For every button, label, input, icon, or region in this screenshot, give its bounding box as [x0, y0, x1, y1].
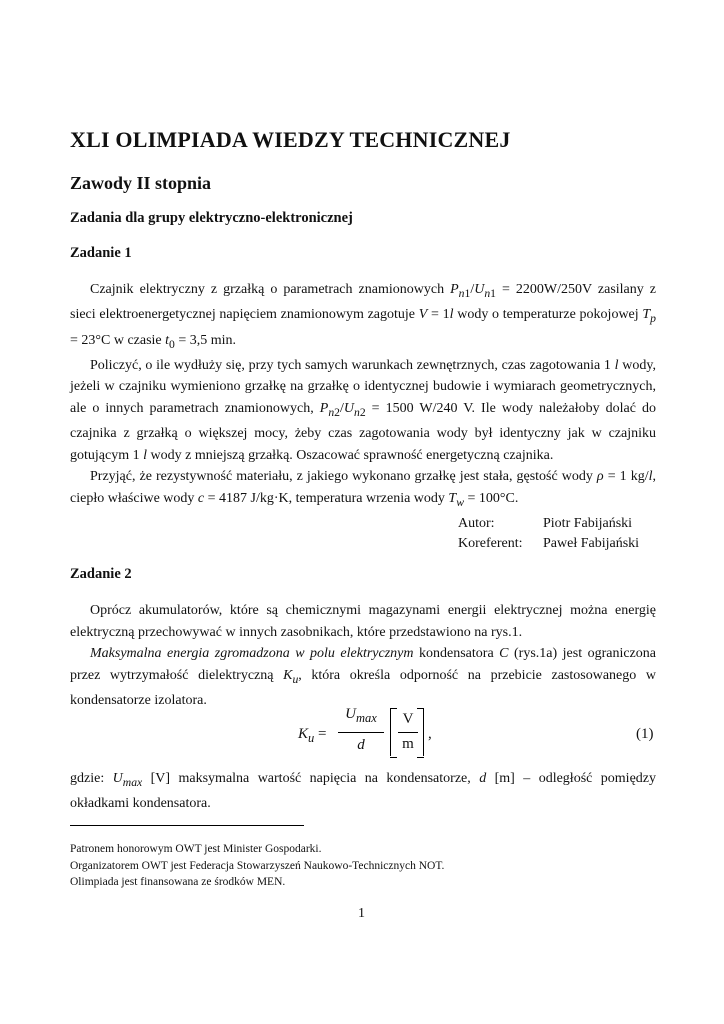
coreferent-label: Koreferent: — [458, 536, 523, 551]
task1-paragraph-1: Czajnik elektryczny z grzałką o parametrach znamionowych $P_{n1}/U_{n1} = 2200W/250V$ zasilany z sieci elektroenergetycznej napięciem znamionowym zagotuje V = 1l wody o temperaturze pokojowej $T_p = 23^\circ C$ w czasie $t_0 = 3,5$ min. — [70, 282, 656, 351]
document-title: XLI OLIMPIADA WIEDZY TECHNICZNEJ — [70, 127, 511, 152]
footnote-1: Patronem honorowym OWT jest Minister Gospodarki. — [70, 843, 322, 855]
formula-number: (1) — [636, 726, 654, 742]
formula-1 — [298, 706, 438, 762]
task2-continuation — [70, 768, 656, 815]
task2-paragraph-1: Oprócz akumulatorów, które są chemicznymi magazynami energii elektrycznej można energię elektryczną przechowywać w innych zasobnikach, które przedstawiono na rys.1. — [70, 603, 656, 640]
task1-paragraph-3: Przyjąć, że rezystywność materiału, z jakiego wykonano grzałkę jest stała, gęstość wody ρ = 1 kg/l, ciepło właściwe wody c = 4187 J/kg·K, temperatura wrzenia wody $T_w = 100^\circ C$. — [70, 469, 656, 509]
formula-lhs: $K_u$ = — [298, 726, 327, 745]
footnote-2: Organizatorem OWT jest Federacja Stowarzyszeń Naukowo-Technicznych NOT. — [70, 859, 445, 872]
task1-authors — [458, 514, 639, 554]
task1-body — [70, 279, 656, 513]
task1-paragraph-2: Policzyć, o ile wydłuży się, przy tych samych warunkach zewnętrznych, czas zagotowania 1 l wody, jeżeli w czajniku wymieniono grzałkę na grzałkę o identycznej budowie i wymiarach geometrycznych, ale o innych parametrach znamionowych, $P_{n2}/U_{n2} = 1500$ W/240 V. Ile wody należałoby dolać do czajnika z grzałką o większej mocy, żeby czas zagotowania wody był identyczny jak w czajniku gotującym 1 l wody z mniejszą grzałką. Oszacować sprawność energetyczną czajnika. — [70, 357, 656, 463]
author-label: Autor: — [458, 516, 495, 531]
task2-body — [70, 600, 656, 711]
unit-numerator: V — [402, 711, 414, 727]
footnote-rule — [70, 825, 304, 826]
footnotes — [70, 841, 444, 891]
coreferent-name: Paweł Fabijański — [543, 536, 640, 551]
unit-fraction-bar — [398, 732, 418, 733]
task2-paragraph-2: Maksymalna energia zgromadzona w polu elektrycznym kondensatora C (rys.1a) jest ograniczona przez wytrzymałość dielektryczną $K_u$, która określa odporność na przebicie zastosowanego w kondensatorze izolatora. — [70, 646, 656, 708]
author-name: Piotr Fabijański — [543, 516, 633, 531]
task2-paragraph-3: gdzie: $U_{max}$ [V] maksymalna wartość napięcia na kondensatorze, d [m] – odległość pomiędzy okładkami kondensatora. — [70, 771, 657, 812]
formula-comma: , — [428, 726, 432, 742]
page-number: 1 — [358, 906, 365, 921]
footnote-3: Olimpiada jest finansowana ze środków MEN. — [70, 876, 286, 888]
group-heading: Zadania dla grupy elektryczno-elektronicznej — [70, 210, 353, 226]
task1-heading: Zadanie 1 — [70, 245, 132, 261]
formula-numerator: $U_{max}$ — [345, 706, 377, 725]
fraction-bar — [338, 732, 384, 733]
unit-denominator: m — [402, 736, 414, 752]
formula-denominator: d — [357, 737, 365, 753]
stage-heading: Zawody II stopnia — [70, 173, 212, 193]
task2-heading: Zadanie 2 — [70, 566, 132, 582]
